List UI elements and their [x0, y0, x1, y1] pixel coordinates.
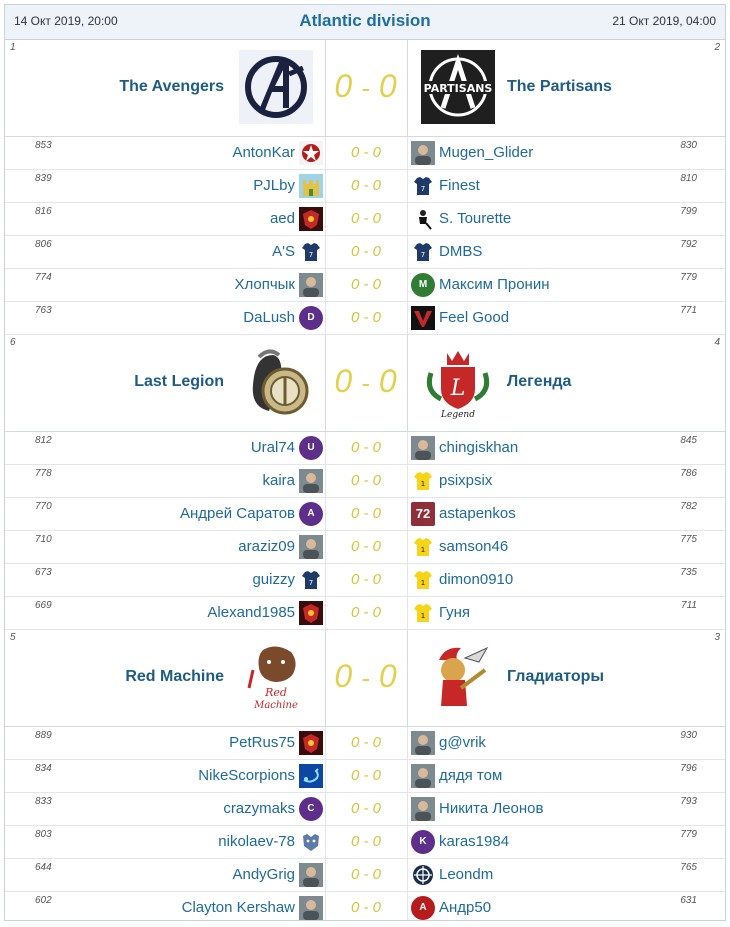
player-score[interactable]: 0 - 0	[350, 571, 381, 588]
legend-logo[interactable]	[421, 345, 495, 419]
svg-text:1: 1	[420, 546, 426, 554]
avatar-letter: М	[418, 279, 428, 290]
player-row	[5, 236, 725, 269]
player-name-right[interactable]: Feel Good	[439, 309, 510, 326]
photo-avatar	[299, 273, 323, 297]
letter-avatar	[299, 436, 323, 460]
player-rating-right: 735	[680, 567, 697, 578]
player-rating-left: 669	[35, 600, 52, 611]
player-score[interactable]: 0 - 0	[350, 604, 381, 621]
division-header	[5, 5, 725, 40]
divider	[407, 40, 408, 136]
player-rating-right: 782	[680, 501, 697, 512]
player-name-right[interactable]: g@vrik	[439, 734, 486, 751]
svg-text:7: 7	[308, 251, 314, 259]
yellow-jersey-icon	[411, 601, 435, 625]
svg-text:PARTISANS: PARTISANS	[423, 82, 493, 95]
divider	[407, 531, 408, 563]
player-rating-left: 812	[35, 435, 52, 446]
score-right: 0	[378, 68, 398, 104]
svg-text:Machine: Machine	[254, 700, 298, 711]
divider	[407, 269, 408, 301]
player-score[interactable]: 0 - 0	[350, 538, 381, 555]
player-row	[5, 170, 725, 203]
divider	[407, 564, 408, 596]
player-row	[5, 760, 725, 793]
divider	[407, 432, 408, 464]
player-score[interactable]: 0 - 0	[350, 734, 381, 751]
photo-avatar	[411, 141, 435, 165]
player-score[interactable]: 0 - 0	[350, 767, 381, 784]
yellow-jersey-icon	[411, 469, 435, 493]
player-row	[5, 793, 725, 826]
player-row	[5, 826, 725, 859]
player-name-left[interactable]: Clayton Kershaw	[181, 899, 295, 916]
player-row	[5, 203, 725, 236]
matches-list	[5, 40, 725, 921]
player-rating-right: 771	[680, 305, 697, 316]
player-name-right[interactable]: samson46	[439, 538, 509, 555]
divider	[407, 597, 408, 629]
jersey-icon	[299, 240, 323, 264]
player-name-right[interactable]: astapenkos	[439, 505, 516, 522]
letter-avatar	[411, 830, 435, 854]
player-score[interactable]: 0 - 0	[350, 210, 381, 227]
match-header	[5, 630, 725, 727]
player-rating-right: 830	[680, 140, 697, 151]
letter-avatar	[299, 502, 323, 526]
svg-text:Red: Red	[265, 686, 287, 699]
player-name-right[interactable]: Никита Леонов	[439, 800, 544, 817]
player-score[interactable]: 0 - 0	[350, 177, 381, 194]
player-row	[5, 137, 725, 170]
score-left: 0	[334, 68, 354, 104]
player-name-right[interactable]: karas1984	[439, 833, 510, 850]
svg-text:1: 1	[420, 579, 426, 587]
player-name-right[interactable]: дядя том	[439, 767, 503, 784]
player-row	[5, 727, 725, 760]
player-score[interactable]: 0 - 0	[350, 899, 381, 916]
player-row	[5, 859, 725, 892]
svg-text:7: 7	[420, 251, 426, 259]
player-row	[5, 531, 725, 564]
avatar-number: 72	[415, 506, 431, 521]
player-rating-right: 810	[680, 173, 697, 184]
player-name-left[interactable]: NikeScorpions	[198, 767, 295, 784]
player-name-left[interactable]: araziz09	[238, 538, 295, 555]
player-rating-right: 711	[681, 600, 697, 611]
score-right: 0	[378, 658, 398, 694]
team-seed-right: 3	[714, 632, 720, 643]
star-badge-icon	[299, 141, 323, 165]
letter-avatar	[299, 306, 323, 330]
player-rating-right: 779	[680, 272, 697, 283]
avatar-letter: K	[419, 836, 427, 847]
yellow-jersey-icon	[411, 535, 435, 559]
divider	[407, 335, 408, 431]
player-rating-left: 778	[35, 468, 52, 479]
player-name-right[interactable]: S. Tourette	[439, 210, 512, 227]
player-rating-right: 765	[680, 862, 697, 873]
player-name-left[interactable]: DaLush	[243, 309, 295, 326]
svg-text:1: 1	[420, 612, 426, 620]
divider	[407, 859, 408, 891]
photo-avatar	[411, 436, 435, 460]
score-left: 0	[334, 363, 354, 399]
score-right: 0	[378, 363, 398, 399]
player-rating-right: 779	[680, 829, 697, 840]
player-row	[5, 597, 725, 630]
division-title[interactable]: Atlantic division	[299, 11, 431, 30]
jersey-icon	[411, 174, 435, 198]
team-seed-right: 4	[714, 337, 720, 348]
emblem-icon	[411, 863, 435, 887]
letter-avatar	[411, 273, 435, 297]
divider	[407, 203, 408, 235]
player-rating-left: 770	[35, 501, 52, 512]
player-row	[5, 892, 725, 921]
svg-text:L: L	[450, 376, 466, 401]
player-name-left[interactable]: Андрей Саратов	[180, 505, 295, 522]
avatar-letter: C	[307, 803, 315, 814]
player-row	[5, 302, 725, 335]
player-rating-left: 816	[35, 206, 52, 217]
team-name-left[interactable]: Red Machine	[125, 668, 224, 685]
player-name-left[interactable]: kaira	[262, 472, 295, 489]
player-rating-left: 839	[35, 173, 52, 184]
player-row	[5, 432, 725, 465]
player-rating-right: 845	[680, 435, 697, 446]
player-row	[5, 498, 725, 531]
letter-avatar	[299, 797, 323, 821]
player-row	[5, 465, 725, 498]
match-score[interactable]	[325, 68, 407, 105]
jersey-icon	[299, 568, 323, 592]
score-separator: -	[361, 368, 371, 398]
letter-avatar	[411, 896, 435, 920]
player-name-left[interactable]: crazymaks	[223, 800, 295, 817]
team-seed-left: 5	[10, 632, 16, 643]
hockey-player-icon	[411, 207, 435, 231]
avengers-logo[interactable]	[239, 50, 313, 124]
photo-avatar	[299, 535, 323, 559]
player-name-right[interactable]: psixpsix	[439, 472, 493, 489]
svg-text:1: 1	[420, 480, 426, 488]
player-rating-right: 786	[680, 468, 697, 479]
player-name-left[interactable]: PetRus75	[229, 734, 295, 751]
castle-icon	[299, 174, 323, 198]
gladiator-logo[interactable]	[421, 640, 495, 714]
player-rating-right: 631	[680, 895, 697, 906]
divider	[407, 302, 408, 334]
player-rating-right: 793	[680, 796, 697, 807]
player-rating-left: 834	[35, 763, 52, 774]
svg-text:7: 7	[420, 185, 426, 193]
divider	[407, 793, 408, 825]
player-name-right[interactable]: Leondm	[439, 866, 494, 883]
player-name-right[interactable]: Finest	[439, 177, 480, 194]
match-score[interactable]	[325, 658, 407, 695]
divider	[407, 236, 408, 268]
svg-text:Legend: Legend	[441, 410, 475, 419]
player-rating-right: 775	[680, 534, 697, 545]
divider	[407, 137, 408, 169]
player-score[interactable]: 0 - 0	[350, 472, 381, 489]
player-rating-left: 763	[35, 305, 52, 316]
player-rating-left: 774	[35, 272, 52, 283]
player-name-left[interactable]: aed	[269, 210, 295, 227]
team-name-right[interactable]: Легенда	[507, 373, 572, 390]
divider	[407, 465, 408, 497]
divider	[407, 498, 408, 530]
partisans-logo[interactable]	[421, 50, 495, 124]
player-rating-left: 602	[35, 895, 52, 906]
team-name-right[interactable]: The Partisans	[507, 78, 612, 95]
player-name-right[interactable]: dimon0910	[439, 571, 514, 588]
player-rating-left: 673	[35, 567, 52, 578]
red-v-icon	[411, 306, 435, 330]
score-separator: -	[361, 663, 371, 693]
photo-avatar	[299, 896, 323, 920]
end-date: 21 Окт 2019, 04:00	[612, 14, 716, 28]
player-name-right[interactable]: Mugen_Glider	[439, 144, 534, 161]
team-name-left[interactable]: The Avengers	[119, 78, 224, 95]
player-rating-right: 792	[680, 239, 697, 250]
red-crest-icon	[299, 601, 323, 625]
yellow-jersey-icon	[411, 568, 435, 592]
division-card	[4, 4, 726, 921]
player-rating-right: 930	[680, 730, 697, 741]
team-name-left[interactable]: Last Legion	[134, 373, 224, 390]
match-score[interactable]	[325, 363, 407, 400]
player-score[interactable]: 0 - 0	[350, 439, 381, 456]
team-seed-left: 6	[10, 337, 16, 348]
player-rating-left: 889	[35, 730, 52, 741]
team-name-right[interactable]: Гладиаторы	[507, 668, 605, 685]
team-seed-left: 1	[10, 42, 16, 53]
grizzly-icon	[299, 830, 323, 854]
player-name-left[interactable]: guizzy	[252, 571, 295, 588]
divider	[407, 170, 408, 202]
player-score[interactable]: 0 - 0	[350, 309, 381, 326]
red-crest-icon	[299, 207, 323, 231]
jersey-icon	[411, 240, 435, 264]
team-seed-right: 2	[714, 42, 720, 53]
photo-avatar	[299, 469, 323, 493]
match-header	[5, 335, 725, 432]
player-rating-left: 710	[35, 534, 52, 545]
red-machine-logo[interactable]	[239, 640, 313, 714]
scorpion-icon	[299, 764, 323, 788]
player-name-right[interactable]: Максим Пронин	[439, 276, 550, 293]
player-name-left[interactable]: A'S	[272, 243, 295, 260]
player-score[interactable]: 0 - 0	[350, 243, 381, 260]
player-name-left[interactable]: AndyGrig	[232, 866, 295, 883]
player-name-left[interactable]: AntonKar	[232, 144, 295, 161]
player-name-left[interactable]: PJLby	[253, 177, 295, 194]
player-score[interactable]: 0 - 0	[350, 505, 381, 522]
red-crest-icon	[299, 731, 323, 755]
divider	[407, 727, 408, 759]
player-name-right[interactable]: chingiskhan	[439, 439, 519, 456]
legion-logo[interactable]	[239, 345, 313, 419]
player-row	[5, 269, 725, 302]
player-rating-right: 799	[680, 206, 697, 217]
player-score[interactable]: 0 - 0	[350, 800, 381, 817]
player-rating-left: 853	[35, 140, 52, 151]
svg-text:7: 7	[308, 579, 314, 587]
avatar-letter: А	[307, 508, 315, 519]
player-name-left[interactable]: Хлопчык	[234, 276, 295, 293]
photo-avatar	[411, 797, 435, 821]
score-separator: -	[361, 73, 371, 103]
avatar-letter: D	[307, 312, 315, 323]
player-name-right[interactable]: DMBS	[439, 243, 483, 260]
number-icon	[411, 502, 435, 526]
player-rating-left: 644	[35, 862, 52, 873]
player-score[interactable]: 0 - 0	[350, 833, 381, 850]
player-rating-left: 833	[35, 796, 52, 807]
avatar-letter: U	[307, 442, 315, 453]
avatar-letter: A	[419, 902, 427, 913]
divider	[407, 826, 408, 858]
player-score[interactable]: 0 - 0	[350, 866, 381, 883]
player-score[interactable]: 0 - 0	[350, 276, 381, 293]
player-name-left[interactable]: nikolaev-78	[218, 833, 295, 850]
player-row	[5, 564, 725, 597]
player-name-right[interactable]: Гуня	[439, 604, 471, 621]
match-header	[5, 40, 725, 137]
player-name-left[interactable]: Ural74	[250, 439, 295, 456]
player-rating-right: 796	[680, 763, 697, 774]
divider	[407, 892, 408, 921]
player-rating-left: 803	[35, 829, 52, 840]
player-name-left[interactable]: Alexand1985	[207, 604, 295, 621]
start-date: 14 Окт 2019, 20:00	[14, 14, 118, 28]
player-score[interactable]: 0 - 0	[350, 144, 381, 161]
photo-avatar	[411, 731, 435, 755]
score-left: 0	[334, 658, 354, 694]
photo-avatar	[411, 764, 435, 788]
player-name-right[interactable]: Андр50	[439, 899, 492, 916]
divider	[407, 630, 408, 726]
photo-avatar	[299, 863, 323, 887]
divider	[407, 760, 408, 792]
player-rating-left: 806	[35, 239, 52, 250]
